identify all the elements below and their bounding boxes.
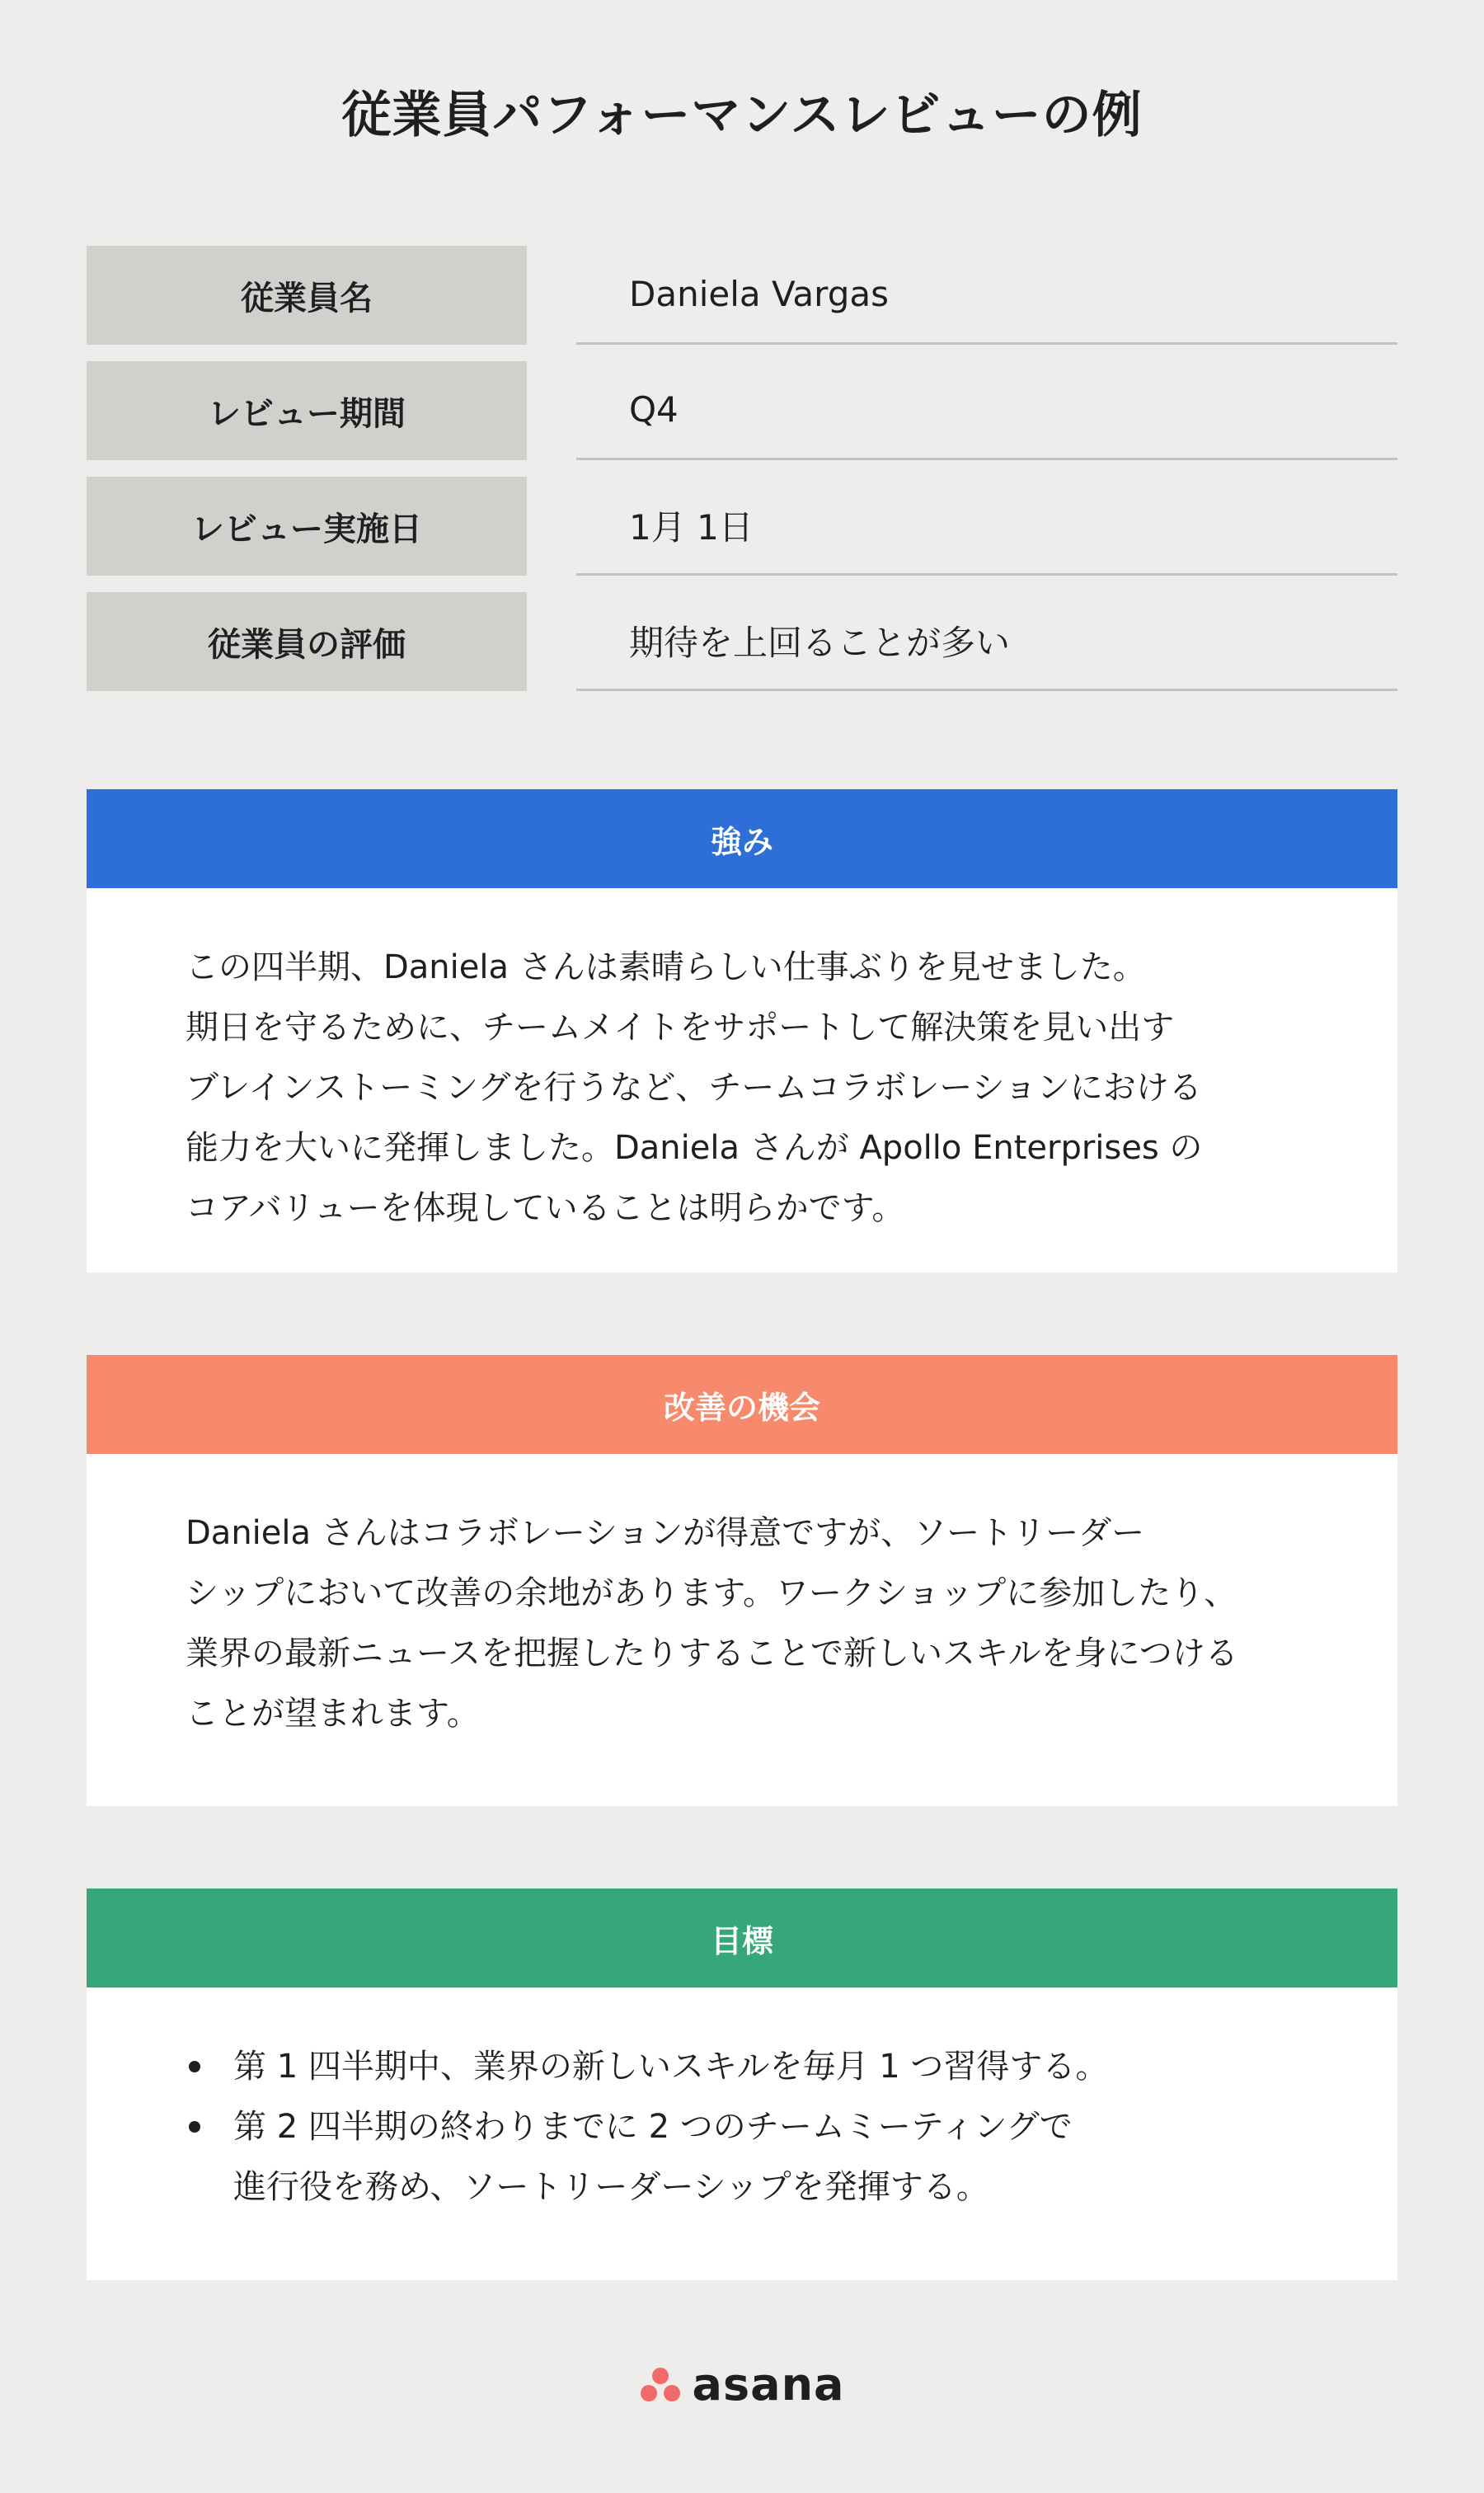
info-label: 従業員の評価 <box>87 592 527 691</box>
page-title: 従業員パフォーマンスレビューの例 <box>341 87 1143 144</box>
text-line: 第 1 四半期中、業界の新しいスキルを毎月 1 つ習得する。 <box>233 2048 1109 2086</box>
text-line: 期日を守るために、チームメイトをサポートして解決策を見い出す <box>186 1009 1175 1047</box>
info-value: 期待を上回ることが多い <box>576 592 1397 691</box>
goal-item <box>186 2097 1298 2218</box>
info-row-review-period <box>87 361 1397 460</box>
info-label: レビュー期間 <box>87 361 527 460</box>
text-line: 進行役を務め、ソートリーダーシップを発揮する。 <box>233 2168 989 2206</box>
strengths-header <box>87 789 1397 888</box>
info-label: レビュー実施日 <box>87 477 527 576</box>
info-row-employee-rating <box>87 592 1397 691</box>
text-line: ことが望まれます。 <box>186 1695 480 1733</box>
improvement-heading: 改善の機会 <box>663 1389 820 1426</box>
text-line: 業界の最新ニュースを把握したりすることで新しいスキルを身につける <box>186 1635 1238 1672</box>
info-value: 1月 1日 <box>576 477 1397 576</box>
text-line: コアバリューを体現していることは明らかです。 <box>186 1189 905 1227</box>
info-row-review-date <box>87 477 1397 576</box>
strengths-heading: 強み <box>710 823 773 860</box>
text-line: ブレインストーミングを行うなど、チームコラボレーションにおける <box>186 1069 1202 1107</box>
strengths-section <box>87 789 1397 1272</box>
info-label: 従業員名 <box>87 246 527 345</box>
goals-body <box>87 1987 1397 2280</box>
text-line: この四半期、Daniela さんは素晴らしい仕事ぶりを見せました。 <box>186 948 1146 986</box>
strengths-text <box>186 938 1298 1239</box>
improvement-section <box>87 1355 1397 1806</box>
goals-section <box>87 1889 1397 2280</box>
goals-list <box>186 2037 1298 2218</box>
text-line: 第 2 四半期の終わりまでに 2 つのチームミーティングで <box>233 2108 1073 2146</box>
info-value: Q4 <box>576 361 1397 460</box>
logo-text: asana <box>692 2359 845 2411</box>
info-value: Daniela Vargas <box>576 246 1397 345</box>
goal-item <box>186 2037 1298 2097</box>
goals-heading: 目標 <box>710 1922 773 1959</box>
text-line: 能力を大いに発揮しました。Daniela さんが Apollo Enterprises の <box>186 1129 1203 1167</box>
improvement-text <box>186 1503 1298 1744</box>
text-line: Daniela さんはコラボレーションが得意ですが、ソートリーダー <box>186 1514 1145 1552</box>
text-line: シップにおいて改善の余地があります。ワークショップに参加したり、 <box>186 1574 1237 1612</box>
asana-logo <box>0 2359 1484 2411</box>
goals-header <box>87 1889 1397 1987</box>
improvement-body <box>87 1454 1397 1806</box>
strengths-body <box>87 888 1397 1272</box>
info-row-employee-name <box>87 246 1397 345</box>
improvement-header <box>87 1355 1397 1454</box>
asana-dots-icon <box>640 2367 681 2403</box>
